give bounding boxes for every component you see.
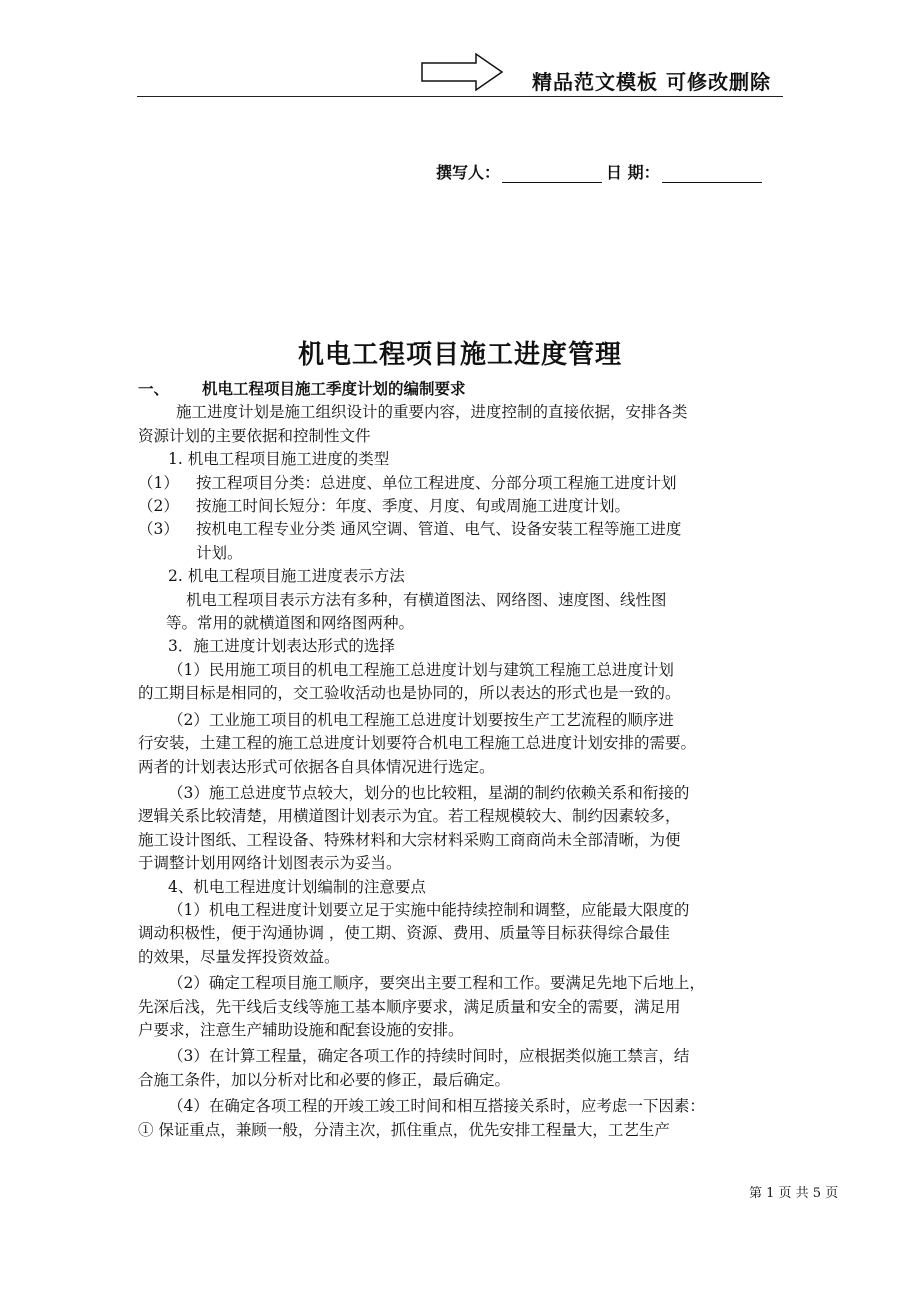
sub3-p3-line-3: 施工设计图纸、工程设备、特殊材料和大宗材料采购工商商尚未全部清晰，为便 [138, 830, 681, 849]
sub2-heading: 2. 机电工程项目施工进度表示方法 [168, 567, 405, 586]
sub3-p3-line-2: 逻辑关系比较清楚，用横道图计划表示为宜。若工程规模较大、制约因素较多， [138, 807, 681, 826]
author-date-row [436, 160, 766, 183]
sub4-p1-line-1: （1）机电工程进度计划要立足于实施中能持续控制和调整，应能最大限度的 [168, 900, 690, 919]
sub3-heading: 3．施工进度计划表达形式的选择 [168, 637, 395, 656]
sub4-p3-line-1: （3）在计算工程量，确定各项工作的持续时间时，应根据类似施工禁言，结 [168, 1047, 690, 1066]
sub2-line-1: 机电工程项目表示方法有多种，有横道图法、网络图、速度图、线性图 [186, 590, 667, 609]
sub3-p1-line-1: （1）民用施工项目的机电工程施工总进度计划与建筑工程施工总进度计划 [168, 660, 674, 679]
intro-line-1: 施工进度计划是施工组织设计的重要内容，进度控制的直接依据，安排各类 [176, 403, 688, 422]
sub3-p2-line-3: 两者的计划表达形式可依据各自具体情况进行选定。 [138, 757, 495, 776]
sub1-heading: 1. 机电工程项目施工进度的类型 [168, 450, 390, 469]
sub3-p1-line-2: 的工期目标是相同的，交工验收活动也是协同的，所以表达的形式也是一致的。 [138, 684, 681, 703]
author-field[interactable] [502, 164, 602, 183]
author-label: 撰写人： [436, 163, 501, 182]
right-arrow-icon [420, 52, 504, 92]
sub4-p4-line-1: （4）在确定各项工程的开竣工竣工时间和相互搭接关系时，应考虑一下因素： [168, 1097, 705, 1116]
sub1-item-3-continuation: 计划。 [196, 543, 243, 562]
document-body [138, 378, 788, 1142]
section-1-heading: 一、 机电工程项目施工季度计划的编制要求 [138, 380, 466, 398]
last-line: ① 保证重点，兼顾一般，分清主次，抓住重点，优先安排工程量大，工艺生产 [138, 1120, 670, 1139]
date-field[interactable] [662, 164, 762, 183]
sub3-p3-line-4: 于调整计划用网络计划图表示为妥当。 [138, 854, 402, 873]
sub3-p2-line-1: （2）工业施工项目的机电工程施工总进度计划要按生产工艺流程的顺序进 [168, 710, 674, 729]
sub2-line-2: 等。常用的就横道图和网络图两种。 [166, 614, 415, 633]
sub4-p3-line-2: 合施工条件，加以分析对比和必要的修正，最后确定。 [138, 1070, 511, 1089]
sub4-p2-line-3: 户要求，注意生产辅助设施和配套设施的安排。 [138, 1020, 464, 1039]
sub1-item-2: （2） 按施工时间长短分：年度、季度、月度、旬或周施工进度计划。 [138, 497, 631, 516]
sub3-p3-line-1: （3）施工总进度节点较大，划分的也比较粗，星湖的制约依赖关系和衔接的 [168, 783, 690, 802]
sub1-item-1: （1） 按工程项目分类：总进度、单位工程进度、分部分项工程施工进度计划 [138, 473, 677, 492]
document-title: 机电工程项目施工进度管理 [297, 340, 622, 370]
sub4-heading: 4、机电工程进度计划编制的注意要点 [168, 877, 426, 896]
intro-line-2: 资源计划的主要依据和控制性文件 [138, 426, 371, 445]
page-number: 第 1 页 共 5 页 [749, 1186, 839, 1201]
sub4-p1-line-2: 调动积极性，便于沟通协调 ，使工期、资源、费用、质量等目标获得综合最佳 [138, 924, 670, 943]
sub1-item-3: （3） 按机电工程专业分类 通风空调、管道、电气、设备安装工程等施工进度 [138, 520, 682, 539]
sub4-p2-line-2: 先深后浅，先干线后支线等施工基本顺序要求，满足质量和安全的需要，满足用 [138, 997, 681, 1016]
sub4-p1-line-3: 的效果，尽量发挥投资效益。 [138, 947, 340, 966]
sub3-p2-line-2: 行安装，土建工程的施工总进度计划要符合机电工程施工总进度计划安排的需要。 [138, 734, 697, 753]
date-label: 日 期： [606, 163, 660, 182]
sub4-p2-line-1: （2）确定工程项目施工顺序，要突出主要工程和工作。要满足先地下后地上， [168, 974, 705, 993]
header-rule [137, 96, 783, 97]
header-banner-text: 精品范文模板 可修改删除 [532, 70, 771, 94]
